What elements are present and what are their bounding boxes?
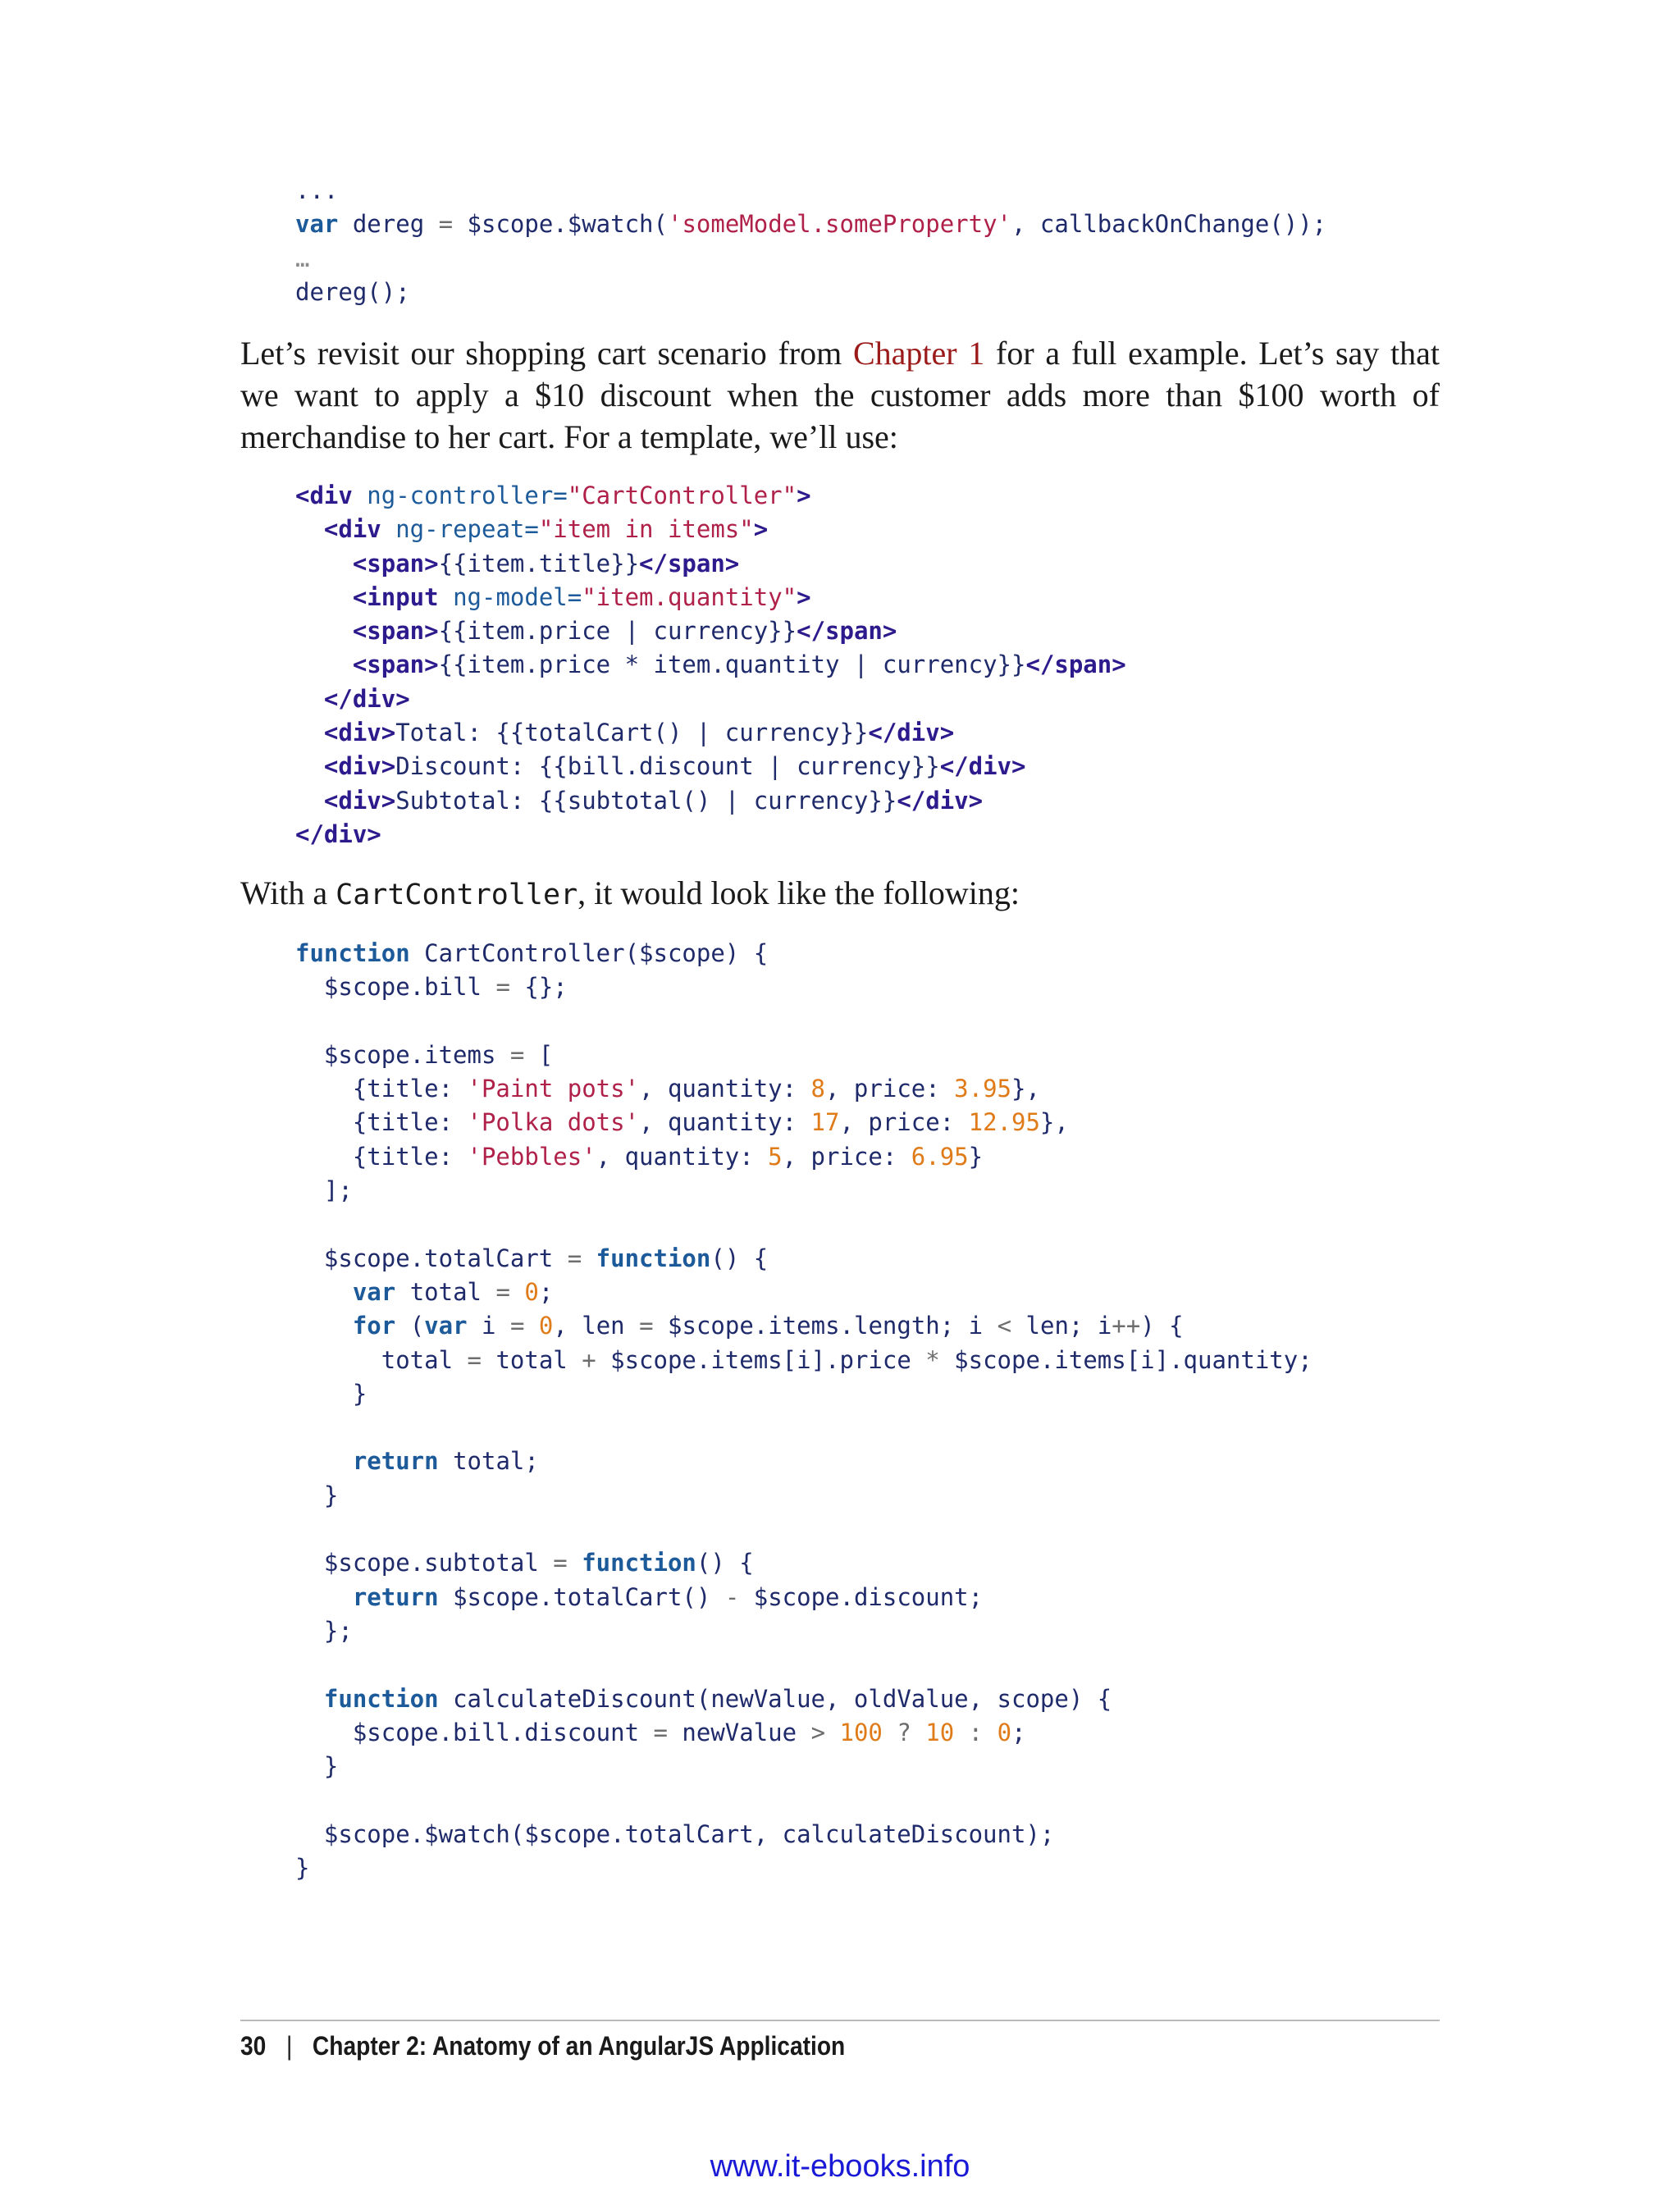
- code-token: $scope.items[i].price: [596, 1345, 926, 1374]
- code-token: (: [395, 1312, 425, 1340]
- code-token: </div>: [939, 752, 1026, 781]
- code-token: "item.quantity": [582, 582, 797, 611]
- code-token: </span>: [639, 549, 740, 578]
- code-token: =: [509, 1040, 525, 1069]
- code-token: 12.95: [968, 1108, 1040, 1137]
- code-token: Discount: {{bill.discount | currency}}: [395, 752, 940, 781]
- code-token: ;: [538, 1277, 554, 1306]
- code-token: () {: [710, 1244, 769, 1272]
- code-line: [295, 752, 1025, 780]
- paragraph-shopping-cart-intro: [240, 332, 1440, 458]
- code-token: }: [295, 1854, 310, 1883]
- code-line: [295, 1447, 539, 1475]
- code-token: :: [954, 1718, 998, 1746]
- code-line: [295, 617, 897, 645]
- paragraph-text: , it would look like the following:: [578, 874, 1020, 911]
- code-line: [295, 1278, 553, 1306]
- code-token: <span>: [295, 617, 439, 646]
- code-token: <div: [295, 515, 381, 544]
- paragraph-text: With a: [240, 874, 336, 911]
- code-token: $scope.$watch(: [453, 210, 668, 239]
- code-token: $scope.totalCart: [295, 1244, 568, 1272]
- code-line: [295, 244, 309, 272]
- code-token: </span>: [797, 617, 897, 646]
- code-token: >: [797, 482, 811, 509]
- code-token: [568, 1549, 582, 1577]
- code-token: total: [295, 1345, 468, 1374]
- code-token: CartController($scope) {: [409, 939, 769, 967]
- code-token: 0: [997, 1718, 1012, 1746]
- code-token: >: [797, 582, 811, 611]
- code-token: <: [997, 1312, 1012, 1340]
- code-token: </div>: [295, 684, 410, 713]
- code-token: dereg: [338, 210, 439, 239]
- code-line: [295, 1617, 353, 1645]
- paragraph-text: Let’s revisit our shopping cart scenario from: [240, 335, 853, 372]
- code-token: }: [295, 1752, 339, 1781]
- code-token: {};: [509, 973, 568, 1002]
- code-token: ++: [1112, 1312, 1141, 1340]
- code-token: [524, 1312, 538, 1340]
- code-line: [295, 1820, 1054, 1848]
- code-line: [295, 939, 768, 967]
- code-token: var: [424, 1312, 468, 1340]
- code-token: },: [1011, 1075, 1040, 1103]
- code-token: () {: [696, 1549, 754, 1577]
- code-token: =: [495, 973, 510, 1002]
- code-token: "CartController": [567, 482, 797, 509]
- code-line: [295, 1854, 309, 1882]
- code-token: "item in items": [538, 515, 754, 544]
- code-token: var: [295, 210, 339, 239]
- code-token: [295, 1312, 353, 1340]
- code-token: return: [352, 1447, 439, 1476]
- code-line: [295, 1346, 1312, 1374]
- code-token: 17: [810, 1108, 840, 1137]
- code-line: [295, 1108, 1069, 1136]
- code-token: 0: [538, 1312, 554, 1340]
- code-token: $scope.items[i].quantity;: [939, 1345, 1312, 1374]
- code-token: </span>: [1025, 651, 1126, 679]
- code-token: , price:: [782, 1142, 911, 1171]
- code-token: =: [553, 1549, 568, 1577]
- code-token: ?: [882, 1718, 926, 1746]
- page-footer: [240, 2028, 845, 2064]
- code-token: 8: [810, 1075, 826, 1103]
- code-token: 100: [839, 1718, 883, 1746]
- code-token: <input: [295, 582, 439, 611]
- code-token: =: [639, 1312, 654, 1340]
- code-token: function: [582, 1549, 696, 1577]
- code-token: [825, 1719, 839, 1746]
- code-line: [295, 973, 568, 1001]
- code-line: [295, 1549, 754, 1577]
- code-line: [295, 583, 811, 611]
- code-line: [295, 482, 811, 509]
- code-token: total;: [438, 1447, 539, 1476]
- code-line: [295, 1312, 1184, 1340]
- code-token: dereg();: [295, 277, 410, 306]
- code-token: 0: [524, 1277, 539, 1306]
- code-token: $scope.subtotal: [295, 1549, 554, 1577]
- inline-code-cart-controller: CartController: [336, 879, 578, 911]
- code-line: [295, 787, 983, 815]
- code-token: <div: [295, 482, 353, 509]
- code-token: newValue: [667, 1718, 811, 1746]
- code-token: , callbackOnChange());: [1011, 210, 1327, 239]
- code-token: <span>: [295, 651, 439, 679]
- code-token: =: [467, 1345, 482, 1374]
- code-line: [295, 1685, 1112, 1713]
- code-token: [295, 1685, 324, 1713]
- code-token: </div>: [295, 819, 381, 848]
- code-token: </div>: [868, 719, 955, 747]
- code-token: >: [753, 515, 769, 544]
- code-token: =: [509, 1312, 525, 1340]
- code-token: …: [295, 244, 310, 272]
- code-token: <div>: [295, 719, 396, 747]
- paragraph-cart-controller-intro: [240, 872, 1440, 916]
- code-token: for: [352, 1312, 396, 1340]
- code-token: i: [467, 1312, 510, 1340]
- code-token: },: [1039, 1108, 1069, 1137]
- code-token: var: [352, 1277, 396, 1306]
- code-token: {{item.price * item.quantity | currency}}: [438, 651, 1026, 679]
- code-token: $scope.items: [295, 1040, 510, 1069]
- code-token: 3.95: [954, 1075, 1011, 1103]
- code-token: {title:: [295, 1075, 468, 1103]
- code-token: }: [295, 1481, 339, 1509]
- footer-divider: [240, 2020, 1440, 2021]
- chapter-1-link[interactable]: Chapter 1: [852, 335, 985, 372]
- code-token: {{item.title}}: [438, 549, 640, 578]
- code-token: }: [968, 1142, 984, 1171]
- code-token: ...: [295, 176, 339, 204]
- code-token: , quantity:: [596, 1142, 769, 1171]
- code-token: [295, 1278, 353, 1306]
- code-token: $scope.items.length; i: [653, 1312, 998, 1340]
- code-token: ng-model=: [438, 582, 582, 611]
- code-token: $scope.$watch($scope.totalCart, calculateDiscount);: [295, 1819, 1055, 1848]
- code-line: [295, 1176, 353, 1204]
- code-token: [510, 1278, 524, 1306]
- code-token: $scope.bill.discount: [295, 1718, 654, 1746]
- code-token: </div>: [897, 786, 984, 815]
- code-token: function: [295, 939, 410, 967]
- code-token: [295, 1447, 353, 1475]
- code-token: 'someModel.someProperty': [667, 210, 1012, 239]
- code-token: 'Polka dots': [467, 1108, 640, 1137]
- code-token: total: [395, 1277, 496, 1306]
- code-token: total: [481, 1345, 582, 1374]
- code-token: +: [582, 1345, 596, 1374]
- code-block-watch-dereg: [295, 174, 1326, 309]
- code-token: }: [295, 1379, 368, 1408]
- code-token: -: [724, 1582, 740, 1611]
- running-chapter-title: Chapter 2: Anatomy of an AngularJS Application: [312, 2031, 846, 2061]
- code-line: [295, 176, 338, 204]
- code-token: function: [323, 1684, 439, 1713]
- code-line: [295, 1075, 1040, 1102]
- code-token: , quantity:: [639, 1108, 811, 1137]
- code-token: {title:: [295, 1108, 468, 1137]
- code-line: [295, 685, 410, 713]
- code-token: $scope.bill: [295, 973, 496, 1002]
- code-line: [295, 550, 739, 578]
- code-line: [295, 1583, 983, 1611]
- code-line: [295, 515, 768, 543]
- code-token: $scope.discount;: [739, 1582, 984, 1611]
- code-line: [295, 1752, 338, 1780]
- code-token: [295, 1583, 353, 1611]
- code-token: 6.95: [911, 1142, 969, 1171]
- code-token: ];: [295, 1176, 353, 1205]
- code-token: =: [438, 210, 454, 239]
- code-token: <div>: [295, 752, 396, 781]
- code-token: {title:: [295, 1142, 468, 1171]
- code-token: $scope.totalCart(): [438, 1582, 725, 1611]
- code-token: len; i: [1011, 1312, 1112, 1340]
- code-token: 'Paint pots': [467, 1075, 640, 1103]
- code-token: {{item.price | currency}}: [438, 617, 797, 646]
- code-token: return: [352, 1582, 439, 1611]
- code-line: [295, 1380, 367, 1408]
- code-token: , len: [553, 1312, 640, 1340]
- code-token: *: [925, 1345, 940, 1374]
- code-token: };: [295, 1616, 353, 1645]
- page-number: 30: [240, 2031, 267, 2061]
- code-token: , price:: [825, 1075, 955, 1103]
- code-line: [295, 1481, 338, 1509]
- code-line: [295, 820, 381, 848]
- code-token: ng-controller=: [352, 482, 568, 509]
- code-line: [295, 719, 954, 746]
- code-line: [295, 210, 1326, 238]
- code-token: function: [596, 1244, 711, 1272]
- code-token: <span>: [295, 549, 439, 578]
- code-token: 5: [768, 1142, 783, 1171]
- code-line: [295, 278, 410, 306]
- code-token: =: [495, 1277, 510, 1306]
- code-token: calculateDiscount(newValue, oldValue, scope) {: [438, 1684, 1112, 1713]
- code-line: [295, 1143, 983, 1171]
- code-token: , quantity:: [639, 1075, 811, 1103]
- code-block-cart-controller-js: [295, 937, 1312, 1885]
- code-token: 'Pebbles': [467, 1142, 596, 1171]
- paragraph-text: for a full example. Let’s say that we want to apply a $10 discount when the customer adds more than $100 worth of merchandise to her cart. For a template, we’ll use:: [240, 335, 1440, 455]
- code-token: <div>: [295, 786, 396, 815]
- code-line: [295, 1244, 768, 1272]
- code-token: =: [567, 1244, 582, 1272]
- code-token: >: [810, 1718, 826, 1746]
- code-token: ;: [1011, 1718, 1026, 1746]
- code-token: 10: [925, 1718, 955, 1746]
- code-token: Subtotal: {{subtotal() | currency}}: [395, 786, 897, 815]
- code-token: [: [524, 1040, 554, 1069]
- watermark-link[interactable]: www.it-ebooks.info: [710, 2149, 970, 2184]
- code-token: , price:: [839, 1108, 969, 1137]
- code-token: Total: {{totalCart() | currency}}: [395, 719, 869, 747]
- code-line: [295, 1041, 553, 1069]
- code-token: [582, 1244, 596, 1272]
- footer-separator: |: [285, 2031, 293, 2061]
- code-token: =: [653, 1718, 668, 1746]
- code-token: ) {: [1140, 1312, 1184, 1340]
- code-line: [295, 1719, 1026, 1746]
- code-token: ng-repeat=: [381, 515, 539, 544]
- code-line: [295, 651, 1126, 678]
- code-block-template-html: [295, 479, 1126, 851]
